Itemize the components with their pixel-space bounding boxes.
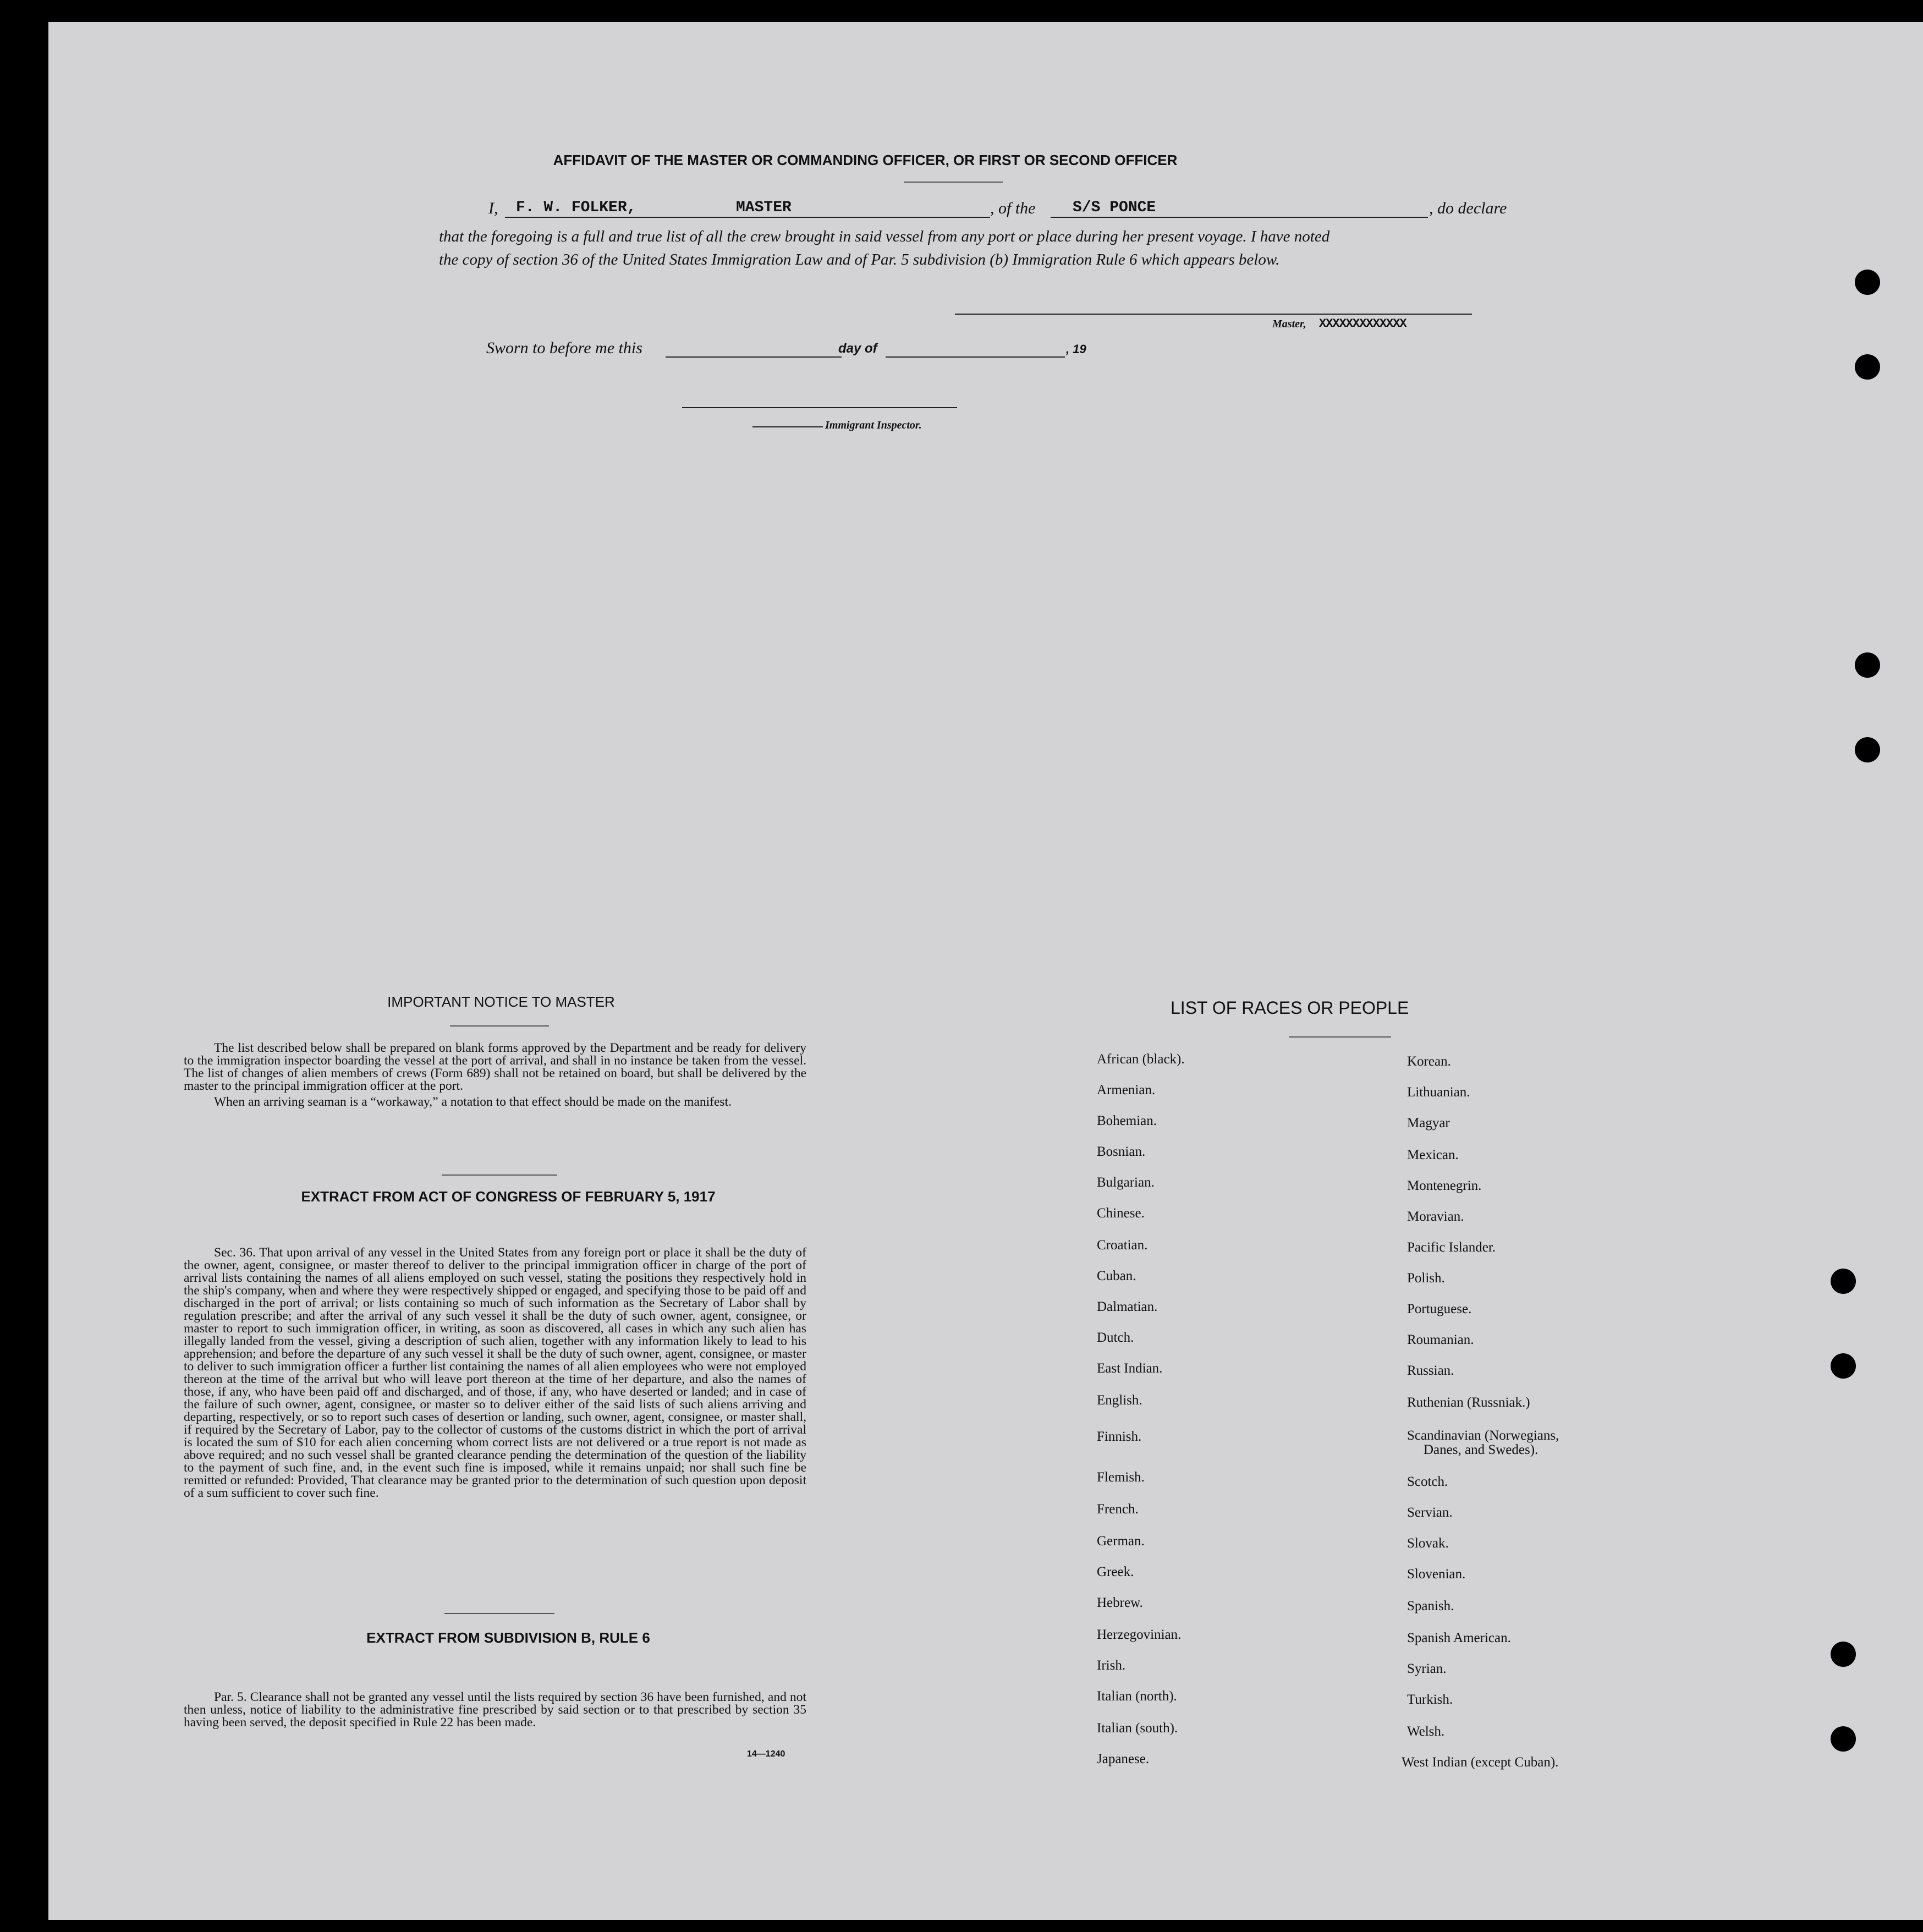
punch-hole	[1831, 1726, 1856, 1752]
punch-hole	[1855, 354, 1880, 380]
affidavit-text-line-1: that the foregoing is a full and true list of all the crew brought in said vessel from any port or place during her present voyage. I have noted	[439, 228, 1330, 245]
race-item: Scandinavian (Norwegians,	[1407, 1428, 1559, 1443]
races-divider	[1289, 1036, 1391, 1038]
punch-hole	[1855, 737, 1880, 762]
race-item: Magyar	[1407, 1116, 1450, 1130]
master-signature-label: Master,	[1272, 318, 1306, 330]
race-item: Bulgarian.	[1097, 1175, 1155, 1190]
race-item: Italian (north).	[1097, 1689, 1177, 1704]
race-item: African (black).	[1097, 1052, 1185, 1067]
race-item: Flemish.	[1097, 1470, 1145, 1485]
notice-paragraph-1: The list described below shall be prepared on blank forms approved by the Department and be ready for delivery to the immigration inspector boarding the vessel at the port of arrival, and shall in no instance be taken from the vessel. The list of changes of alien members of crews (Form 689) shall not be retained on board, but shall be delivered by the master to the principal immigration officer at the port.	[184, 1041, 806, 1093]
affidavit-title: AFFIDAVIT OF THE MASTER OR COMMANDING OFFICER, OR FIRST OR SECOND OFFICER	[553, 152, 1178, 168]
notice-body	[184, 1042, 806, 1108]
race-item: Japanese.	[1097, 1752, 1150, 1766]
race-item: Chinese.	[1097, 1206, 1145, 1221]
race-item: Servian.	[1407, 1505, 1453, 1520]
punch-hole	[1831, 1269, 1856, 1294]
race-item: Slovenian.	[1407, 1567, 1466, 1582]
title-divider	[904, 182, 1003, 183]
vessel-blank-line	[1051, 217, 1428, 218]
race-item: Spanish American.	[1407, 1631, 1511, 1645]
race-item: Montenegrin.	[1407, 1178, 1482, 1193]
race-item: Polish.	[1407, 1271, 1445, 1286]
race-item: Scotch.	[1407, 1474, 1448, 1489]
race-item: Spanish.	[1407, 1599, 1454, 1613]
race-item: Portuguese.	[1407, 1302, 1472, 1316]
vessel-name[interactable]: S/S PONCE	[1073, 199, 1156, 216]
race-item: Welsh.	[1407, 1724, 1445, 1739]
race-item: Bohemian.	[1097, 1113, 1157, 1128]
extract-rule-title: EXTRACT FROM SUBDIVISION B, RULE 6	[366, 1629, 650, 1646]
race-item: Roumanian.	[1407, 1332, 1474, 1347]
race-item: Slovak.	[1407, 1536, 1449, 1551]
race-item: East Indian.	[1097, 1361, 1163, 1376]
extract-rule-body	[184, 1691, 806, 1729]
year-prefix: , 19	[1066, 342, 1086, 356]
race-item: Croatian.	[1097, 1238, 1148, 1253]
inspector-signature-line[interactable]	[682, 407, 957, 408]
race-item: Dalmatian.	[1097, 1299, 1158, 1314]
notice-divider	[450, 1025, 549, 1027]
sworn-month-blank[interactable]	[886, 356, 1065, 358]
extract-act-body	[184, 1247, 806, 1500]
rule-divider	[444, 1613, 554, 1614]
race-item: English.	[1097, 1393, 1142, 1408]
race-item: French.	[1097, 1502, 1139, 1517]
immigrant-inspector-label: Immigrant Inspector.	[825, 419, 922, 431]
punch-hole	[1855, 270, 1880, 295]
race-item: West Indian (except Cuban).	[1402, 1755, 1559, 1770]
race-item: Moravian.	[1407, 1209, 1464, 1224]
sworn-date-blank[interactable]	[666, 356, 842, 358]
extract-divider	[442, 1174, 557, 1176]
notice-paragraph-2: When an arriving seaman is a “workaway,” a notation to that effect should be made on the manifest.	[214, 1095, 732, 1109]
struck-text: XXXXXXXXXXXXX	[1319, 317, 1406, 331]
race-item: Dutch.	[1097, 1330, 1134, 1345]
paragraph-5-text: Par. 5. Clearance shall not be granted any vessel until the lists required by section 36 have been furnished, and not then unless, notice of liability to the administrative fine prescribed by said section or to that prescribed by section 35 having been served, the deposit specified in Rule 22 has been made.	[184, 1690, 806, 1730]
punch-hole	[1831, 1353, 1856, 1379]
inspector-short-line	[752, 426, 823, 427]
races-title: LIST OF RACES OR PEOPLE	[1171, 998, 1409, 1018]
race-item: Korean.	[1407, 1054, 1451, 1069]
race-item: Finnish.	[1097, 1429, 1142, 1444]
race-item: Turkish.	[1407, 1692, 1453, 1707]
race-item: Cuban.	[1097, 1269, 1136, 1283]
race-item: Greek.	[1097, 1565, 1134, 1579]
race-item: Bosnian.	[1097, 1144, 1146, 1159]
punch-hole	[1855, 652, 1880, 678]
race-item: Italian (south).	[1097, 1721, 1178, 1736]
race-item: Herzegovinian.	[1097, 1627, 1182, 1642]
master-name[interactable]: F. W. FOLKER,	[516, 199, 636, 216]
race-item: Irish.	[1097, 1658, 1126, 1673]
name-blank-line	[505, 217, 990, 218]
form-number: 14—1240	[747, 1749, 785, 1759]
race-item: Danes, and Swedes).	[1424, 1442, 1539, 1457]
race-item: Mexican.	[1407, 1148, 1459, 1162]
race-item: German.	[1097, 1534, 1145, 1549]
declarant-prefix: I,	[488, 199, 498, 217]
affidavit-text-line-2: the copy of section 36 of the United States Immigration Law and of Par. 5 subdivision (b) Immigration Rule 6 which appears below.	[439, 251, 1280, 268]
day-of-label: day of	[838, 341, 877, 356]
section-36-text: Sec. 36. That upon arrival of any vessel in the United States from any foreign port or place it shall be the duty of the owner, agent, consignee, or master thereof to deliver to the principal immigration officer in charge of the port of arrival lists containing the names of all aliens employed on such vessel, stating the positions they respectively hold in the ship's company, when and where they were respectively shipped or engaged, and specifying those to be paid off and discharged in the port of arrival; or lists containing so much of such information as the Secretary of Labor shall by regulation prescribe; and after the arrival of any such vessel it shall be the duty of such owner, agent, consignee, or master to report to such immigration officer, in writing, as soon as discovered, all cases in which any such alien has illegally landed from the vessel, giving a description of such alien, together with any information likely to lead to his apprehension; and before the departure of any such vessel it shall be the duty of such owner, agent, consignee, or master to deliver to such immigration officer a further list containing the names of all alien employees who were not employed thereon at the time of the arrival but who will leave port thereon at the time of her departure, and also the names of those, if any, who have been paid off and discharged, and of those, if any, who have deserted or landed; and in case of the failure of such owner, agent, consignee, or master so to deliver either of the said lists of such aliens arriving and departing, respectively, or so to report such cases of desertion or landing, such owner, agent, consignee, or master shall, if required by the Secretary of Labor, pay to the collector of customs of the customs district in which the port of arrival is located the sum of $10 for each alien concerning whom correct lists are not delivered or a true report is not made as above required; and no such vessel shall be granted clearance pending the determination of the question of the liability to the payment of such fine, and, in the event such fine is imposed, while it remains unpaid; nor shall such fine be remitted or refunded: Provided, That clearance may be granted prior to the determination of such question upon deposit of a sum sufficient to cover such fine.	[184, 1245, 806, 1500]
race-item: Ruthenian (Russniak.)	[1407, 1395, 1530, 1410]
race-item: Syrian.	[1407, 1661, 1447, 1676]
sworn-label: Sworn to before me this	[486, 339, 642, 357]
signature-line[interactable]	[955, 314, 1472, 315]
race-item: Russian.	[1407, 1363, 1454, 1378]
of-the-label: , of the	[990, 199, 1036, 217]
punch-hole	[1831, 1642, 1856, 1667]
do-declare-label: , do declare	[1429, 199, 1507, 217]
race-item: Hebrew.	[1097, 1595, 1143, 1610]
extract-act-title: EXTRACT FROM ACT OF CONGRESS OF FEBRUARY 5, 1917	[301, 1188, 716, 1205]
race-item: Pacific Islander.	[1407, 1240, 1496, 1255]
notice-title: IMPORTANT NOTICE TO MASTER	[387, 994, 615, 1010]
race-item: Lithuanian.	[1407, 1085, 1470, 1100]
race-item: Armenian.	[1097, 1083, 1156, 1097]
document-sheet	[48, 22, 1923, 1920]
master-title[interactable]: MASTER	[736, 199, 792, 216]
